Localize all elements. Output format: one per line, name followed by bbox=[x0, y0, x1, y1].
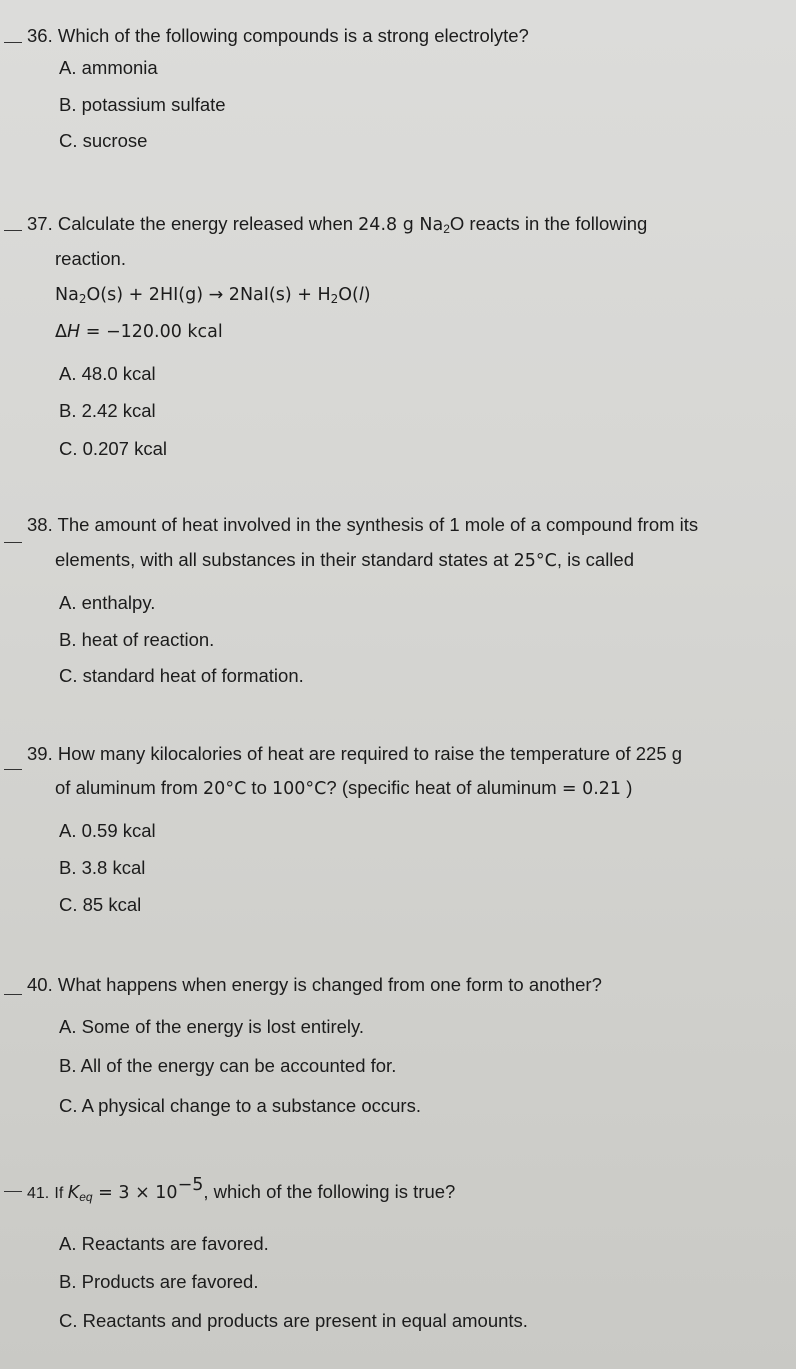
question-37-option-b[interactable]: B. 2.42 kcal bbox=[59, 400, 156, 421]
question-39-option-a[interactable]: A. 0.59 kcal bbox=[59, 820, 156, 841]
question-40-option-a[interactable]: A. Some of the energy is lost entirely. bbox=[59, 1016, 365, 1037]
question-39-stem: 39. How many kilocalories of heat are required to raise the temperature of 225 g bbox=[27, 743, 683, 764]
answer-blank-37[interactable] bbox=[4, 230, 22, 231]
question-36-option-a[interactable]: A. ammonia bbox=[59, 57, 158, 78]
question-37-stem: 37. Calculate the energy released when 24.8 g $Na_2O$ reacts in the following bbox=[27, 213, 648, 236]
question-41-option-c[interactable]: C. Reactants and products are present in equal amounts. bbox=[59, 1310, 528, 1331]
question-38-stem-line2: elements, with all substances in their standard states at 25°C, is called bbox=[55, 549, 634, 571]
question-37-option-a[interactable]: A. 48.0 kcal bbox=[59, 363, 156, 384]
question-38-option-a[interactable]: A. enthalpy. bbox=[59, 592, 156, 613]
answer-blank-39[interactable] bbox=[4, 769, 22, 770]
question-39-option-c[interactable]: C. 85 kcal bbox=[59, 894, 142, 915]
question-36-option-c[interactable]: C. sucrose bbox=[59, 130, 148, 151]
answer-blank-38[interactable] bbox=[4, 542, 22, 543]
question-40-stem: 40. What happens when energy is changed from one form to another? bbox=[27, 974, 602, 995]
question-41-option-b[interactable]: B. Products are favored. bbox=[59, 1271, 259, 1292]
question-38-option-b[interactable]: B. heat of reaction. bbox=[59, 629, 215, 650]
question-41-stem: 41. If $K_{eq} = 3 \times 10^{-5}$, which of the following is true? bbox=[27, 1175, 456, 1204]
answer-blank-40[interactable] bbox=[4, 994, 22, 995]
question-39-option-b[interactable]: B. 3.8 kcal bbox=[59, 857, 146, 878]
question-37-option-c[interactable]: C. 0.207 kcal bbox=[59, 438, 167, 459]
question-39-stem-line2: of aluminum from 20°C to 100°C? (specific heat of aluminum = 0.21 ) bbox=[55, 777, 633, 799]
question-38-option-c[interactable]: C. standard heat of formation. bbox=[59, 665, 304, 686]
delta-h-value: ΔH = −120.00 kcal bbox=[55, 322, 223, 342]
question-41-option-a[interactable]: A. Reactants are favored. bbox=[59, 1233, 269, 1254]
question-40-option-c[interactable]: C. A physical change to a substance occurs. bbox=[59, 1095, 421, 1116]
answer-blank-41[interactable] bbox=[4, 1191, 22, 1192]
question-36-option-b[interactable]: B. potassium sulfate bbox=[59, 94, 226, 115]
question-37-stem-line2: reaction. bbox=[55, 248, 126, 269]
question-40-option-b[interactable]: B. All of the energy can be accounted for. bbox=[59, 1055, 397, 1076]
question-38-stem: 38. The amount of heat involved in the synthesis of 1 mole of a compound from its bbox=[27, 514, 699, 535]
answer-blank-36[interactable] bbox=[4, 42, 22, 43]
reaction-equation: $Na_2O(s) + 2HI(g) \to 2NaI(s) + H_2O(l)$ bbox=[55, 285, 371, 306]
question-36-stem: 36. Which of the following compounds is a strong electrolyte? bbox=[27, 25, 529, 46]
